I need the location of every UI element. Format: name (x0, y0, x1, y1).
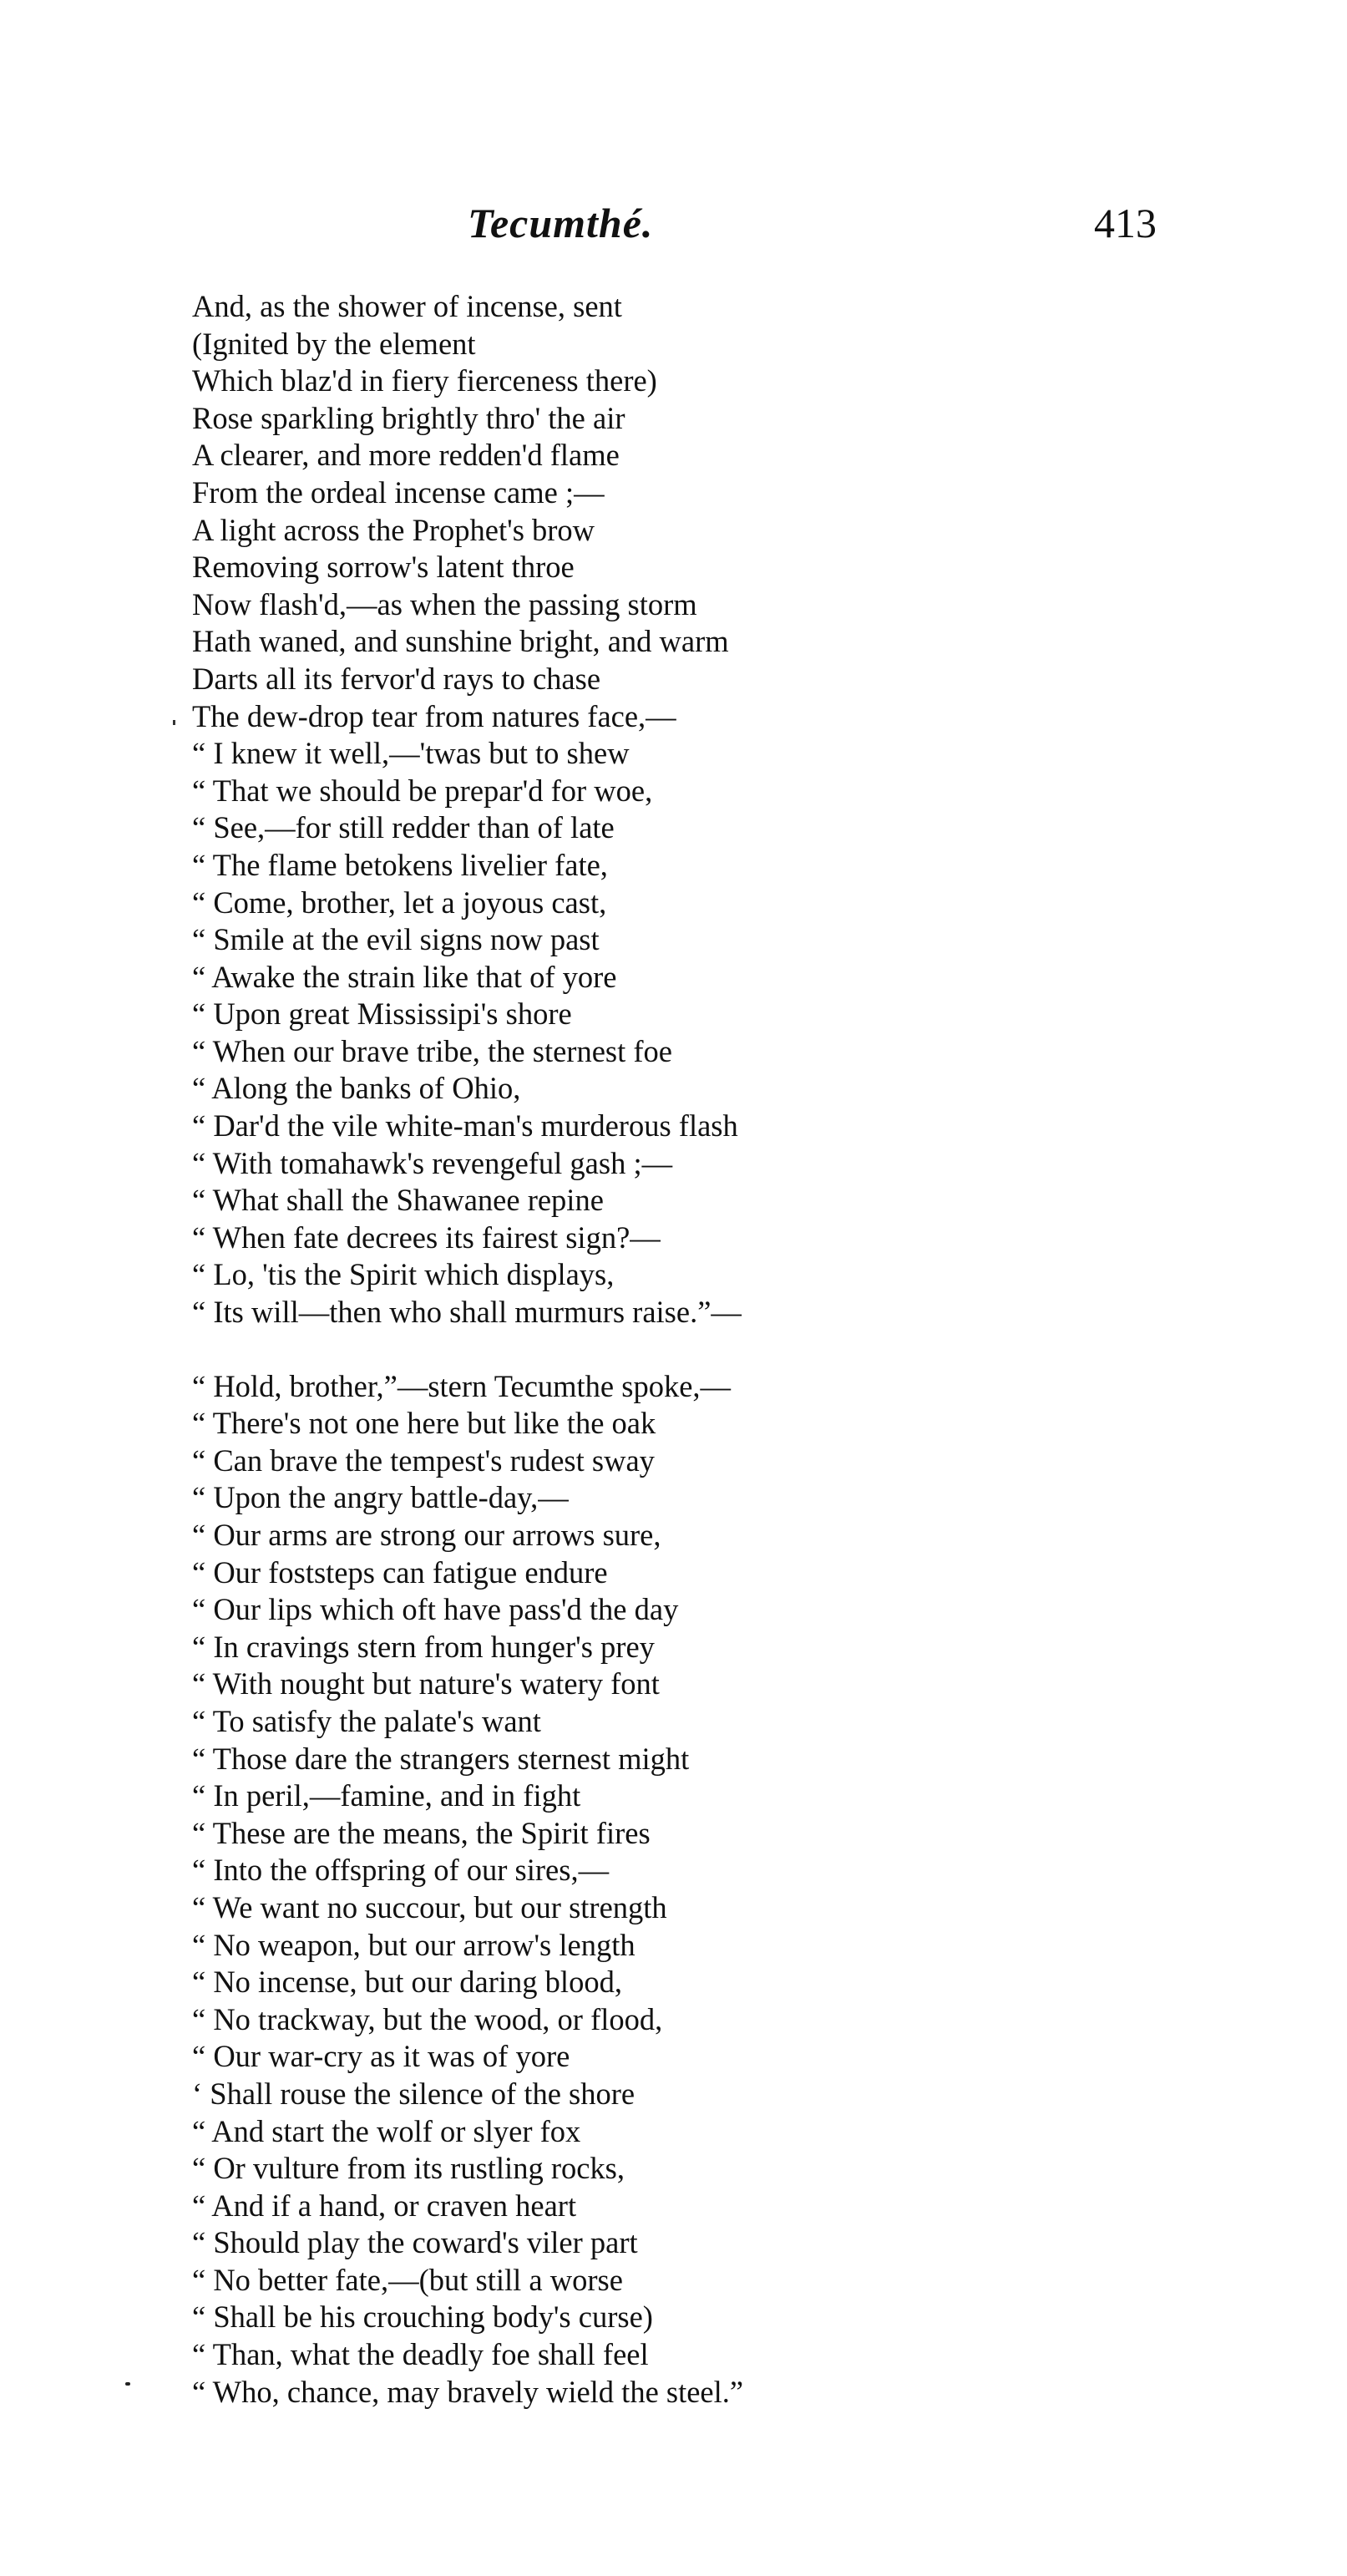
poem-line: “ Our war-cry as it was of yore (192, 2039, 570, 2074)
poem-line: A light across the Prophet's brow (192, 512, 595, 547)
poem-line: “ No better fate,—(but still a worse (192, 2262, 623, 2297)
poem-line: “ These are the means, the Spirit fires (192, 1815, 651, 1850)
poem-line: And, as the shower of incense, sent (192, 289, 622, 323)
poem-line: The dew-drop tear from natures face,— (192, 698, 676, 733)
poem-line: “ I knew it well,—'twas but to shew (192, 736, 630, 771)
poem-line: “ The flame betokens livelier fate, (192, 847, 608, 882)
poem-line: Rose sparkling brightly thro' the air (192, 400, 625, 435)
poem-line: “ That we should be prepar'd for woe, (192, 773, 653, 808)
poem-line: “ With nought but nature's watery font (192, 1666, 660, 1701)
poem-line: “ Its will—then who shall murmurs raise.”— (192, 1295, 742, 1330)
stanza-2 (192, 1368, 1236, 2411)
poem-line: “ Hold, brother,”—stern Tecumthe spoke,— (192, 1368, 732, 1403)
printing-speck (125, 2382, 130, 2386)
poem-line: “ Shall be his crouching body's curse) (192, 2300, 653, 2335)
poem-line: (Ignited by the element (192, 326, 476, 361)
stanza-1 (192, 288, 1236, 1331)
printing-speck (173, 720, 175, 725)
poem-line: “ When fate decrees its fairest sign?— (192, 1220, 661, 1255)
running-title: Tecumthé. (468, 200, 654, 246)
poem-line: “ No trackway, but the wood, or flood, (192, 2001, 663, 2036)
poem-line: Darts all its fervor'd rays to chase (192, 661, 601, 696)
poem-line: “ No incense, but our daring blood, (192, 1965, 622, 2000)
poem-line: “ Our arms are strong our arrows sure, (192, 1518, 661, 1552)
poem-line: “ Into the offspring of our sires,— (192, 1853, 610, 1888)
poem-line: “ In peril,—famine, and in fight (192, 1778, 581, 1813)
poem-line: “ Those dare the strangers sternest might (192, 1741, 690, 1776)
poem-line: “ Or vulture from its rustling rocks, (192, 2151, 625, 2186)
poem-line: ‘ Shall rouse the silence of the shore (192, 2076, 636, 2111)
poem-line: “ Come, brother, let a joyous cast, (192, 885, 607, 920)
poem-line: “ We want no succour, but our strength (192, 1889, 667, 1924)
poem-line: “ When our brave tribe, the sternest foe (192, 1033, 672, 1068)
poem-line: “ Smile at the evil signs now past (192, 922, 600, 957)
poem-line: “ Should play the coward's viler part (192, 2225, 638, 2260)
poem-line: “ And start the wolf or slyer fox (192, 2113, 581, 2148)
poem-line: “ Lo, 'tis the Spirit which displays, (192, 1257, 615, 1292)
poem-line: Removing sorrow's latent throe (192, 550, 575, 585)
poem-line: Which blaz'd in fiery fierceness there) (192, 363, 657, 398)
poem-line: “ And if a hand, or craven heart (192, 2188, 577, 2223)
poem-line: From the ordeal incense came ;— (192, 474, 605, 510)
poem-line: “ Our lips which oft have pass'd the day (192, 1592, 679, 1627)
poem-line: “ Our foststeps can fatigue endure (192, 1554, 608, 1590)
poem-line: “ Upon the angry battle-day,— (192, 1480, 569, 1515)
poem-line: “ In cravings stern from hunger's prey (192, 1629, 655, 1664)
poem-text (192, 288, 1236, 2411)
poem-line: “ There's not one here but like the oak (192, 1406, 656, 1441)
poem-line: “ Along the banks of Ohio, (192, 1071, 521, 1106)
page-number: 413 (1094, 200, 1157, 246)
poem-line: “ What shall the Shawanee repine (192, 1183, 604, 1218)
poem-line: “ Upon great Mississipi's shore (192, 996, 572, 1032)
poem-line: “ With tomahawk's revengeful gash ;— (192, 1145, 673, 1180)
poem-line: “ Than, what the deadly foe shall feel (192, 2337, 649, 2372)
poem-line: “ Who, chance, may bravely wield the steel.” (192, 2374, 744, 2409)
poem-line: “ To satisfy the palate's want (192, 1703, 541, 1738)
poem-line: “ Can brave the tempest's rudest sway (192, 1443, 655, 1478)
poem-line: A clearer, and more redden'd flame (192, 438, 620, 473)
poem-line: “ No weapon, but our arrow's length (192, 1927, 636, 1962)
poem-line: “ Awake the strain like that of yore (192, 959, 617, 994)
poem-line: “ Dar'd the vile white-man's murderous flash (192, 1108, 738, 1143)
poem-line: “ See,—for still redder than of late (192, 810, 615, 845)
poem-line: Hath waned, and sunshine bright, and warm (192, 624, 729, 659)
poem-line: Now flash'd,—as when the passing storm (192, 586, 697, 621)
